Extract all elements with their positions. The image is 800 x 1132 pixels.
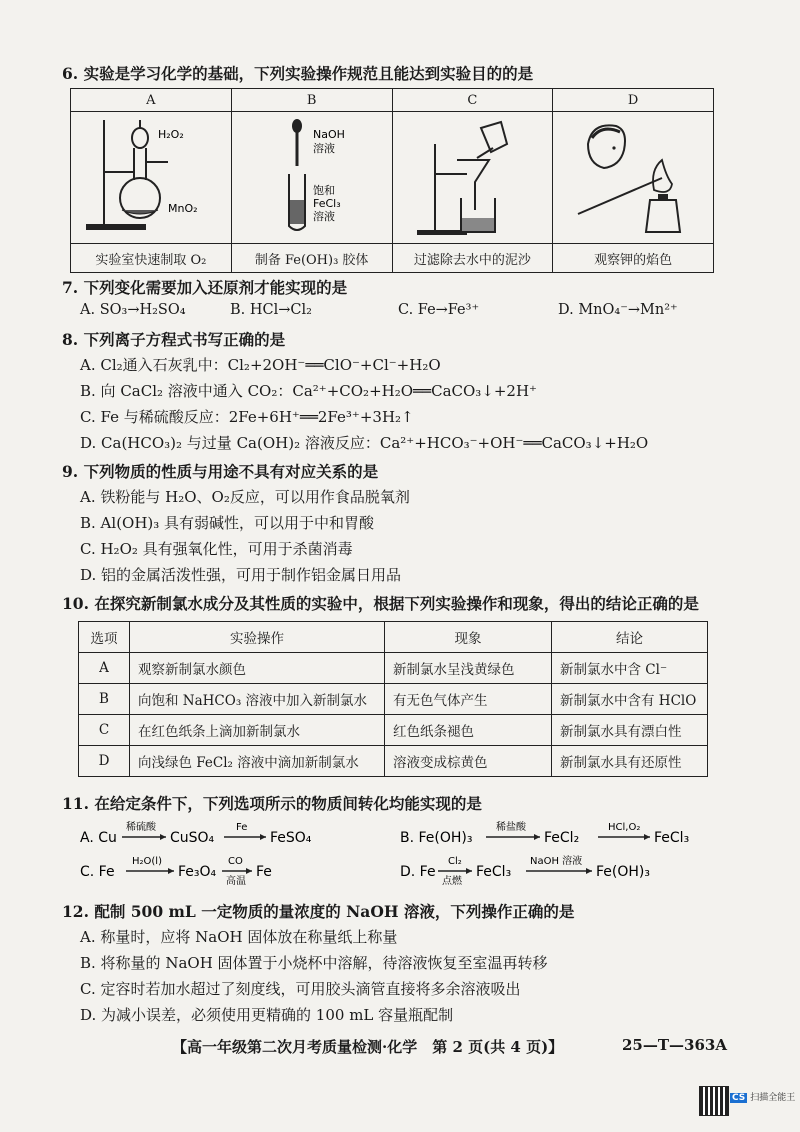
q11-b-right: FeCl₃ — [654, 830, 690, 846]
cell-conclusion: 新制氯水中含有 HClO — [552, 684, 708, 715]
q12-option-a: A. 称量时，应将 NaOH 固体放在称量纸上称量 — [80, 928, 398, 946]
q8-option-b: B. 向 CaCl₂ 溶液中通入 CO₂：Ca²⁺+CO₂+H₂O══CaCO₃↓+2H⁺ — [80, 382, 537, 400]
question-7-stem: 7. 下列变化需要加入还原剂才能实现的是 — [62, 278, 348, 297]
q11-b-cond1: 稀盐酸 — [496, 822, 526, 833]
cell-operation: 向浅绿色 FeCl₂ 溶液中滴加新制氯水 — [130, 746, 385, 777]
q9-option-c: C. H₂O₂ 具有强氧化性，可用于杀菌消毒 — [80, 540, 353, 558]
cell-conclusion: 新制氯水具有漂白性 — [552, 715, 708, 746]
q6-figure-d-cell — [553, 112, 714, 244]
q11-c-cond2: CO — [228, 856, 243, 867]
q8-option-a: A. Cl₂通入石灰乳中：Cl₂+2OH⁻══ClO⁻+Cl⁻+H₂O — [80, 356, 441, 374]
q11-a-mid: CuSO₄ — [170, 830, 215, 846]
q11-a-left: A. Cu — [80, 830, 117, 846]
q6-figure-b-cell — [231, 112, 392, 244]
scanner-name: 扫描全能王 — [750, 1093, 796, 1103]
qr-code-icon — [699, 1086, 729, 1116]
q7-option-a: A. SO₃→H₂SO₄ — [80, 302, 186, 318]
q11-c-cond1: H₂O(l) — [132, 856, 162, 867]
solution-label: 溶液 — [312, 141, 335, 155]
cell-option: C — [79, 715, 130, 746]
q11-d-cond2: NaOH 溶液 — [530, 856, 583, 867]
q8-option-c: C. Fe 与稀硫酸反应：2Fe+6H⁺══2Fe³⁺+3H₂↑ — [80, 408, 414, 426]
q6-caption-d: 观察钾的焰色 — [553, 244, 714, 273]
question-9-stem: 9. 下列物质的性质与用途不具有对应关系的是 — [62, 462, 379, 481]
q7-option-c: C. Fe→Fe³⁺ — [398, 302, 480, 318]
q11-d-right: Fe(OH)₃ — [596, 864, 650, 880]
question-11-stem: 11. 在给定条件下，下列选项所示的物质间转化均能实现的是 — [62, 794, 482, 813]
q6-header-c: C — [392, 89, 553, 112]
question-10-stem: 10. 在探究新制氯水成分及其性质的实验中，根据下列实验操作和现象，得出的结论正确的是 — [62, 594, 699, 613]
q6-header-a: A — [71, 89, 232, 112]
q12-option-b: B. 将称量的 NaOH 固体置于小烧杯中溶解，待溶液恢复至室温再转移 — [80, 954, 548, 972]
oxygen-apparatus-figure — [76, 114, 226, 238]
cell-conclusion: 新制氯水中含 Cl⁻ — [552, 653, 708, 684]
cell-phenomenon: 新制氯水呈浅黄绿色 — [385, 653, 552, 684]
table-row — [79, 653, 708, 684]
q6-caption-c: 过滤除去水中的泥沙 — [392, 244, 553, 273]
q9-option-a: A. 铁粉能与 H₂O、O₂反应，可以用作食品脱氧剂 — [80, 488, 410, 506]
cell-operation: 在红色纸条上滴加新制氯水 — [130, 715, 385, 746]
flame-test-figure — [558, 114, 708, 238]
q11-b-mid: FeCl₂ — [544, 830, 580, 846]
q6-figure-c-cell — [392, 112, 553, 244]
table-row — [79, 684, 708, 715]
cell-conclusion: 新制氯水具有还原性 — [552, 746, 708, 777]
q11-d-cond1b: 点燃 — [442, 876, 462, 887]
q6-options-table — [70, 88, 714, 273]
cell-phenomenon: 溶液变成棕黄色 — [385, 746, 552, 777]
q6-caption-a: 实验室快速制取 O₂ — [71, 244, 232, 273]
q11-d-mid: FeCl₃ — [476, 864, 512, 880]
q11-b-cond2: HCl,O₂ — [608, 822, 641, 833]
scanner-watermark — [730, 1090, 795, 1103]
q6-caption-b: 制备 Fe(OH)₃ 胶体 — [231, 244, 392, 273]
q11-c-right: Fe — [256, 864, 272, 880]
q10-header-conclusion: 结论 — [552, 622, 708, 653]
q10-header-option: 选项 — [79, 622, 130, 653]
page-footer-title: 【高一年级第二次月考质量检测·化学 第 2 页(共 4 页)】 — [172, 1038, 564, 1056]
q11-b-left: B. Fe(OH)₃ — [400, 830, 473, 846]
solution-label-2: 溶液 — [312, 209, 335, 223]
q11-d-left: D. Fe — [400, 864, 436, 880]
mno2-label: MnO₂ — [167, 201, 198, 215]
q7-option-b: B. HCl→Cl₂ — [230, 302, 312, 318]
cell-operation: 观察新制氯水颜色 — [130, 653, 385, 684]
filtration-figure — [397, 114, 547, 238]
table-row — [79, 715, 708, 746]
naoh-label: NaOH — [312, 127, 345, 141]
q10-header-phenomenon: 现象 — [385, 622, 552, 653]
q11-d-cond1: Cl₂ — [448, 856, 462, 867]
q6-header-d: D — [553, 89, 714, 112]
colloid-preparation-figure — [237, 114, 387, 238]
fecl3-label: FeCl₃ — [312, 196, 341, 210]
question-8-stem: 8. 下列离子方程式书写正确的是 — [62, 330, 286, 349]
q6-figure-a-cell — [71, 112, 232, 244]
q8-option-d: D. Ca(HCO₃)₂ 与过量 Ca(OH)₂ 溶液反应：Ca²⁺+HCO₃⁻+OH⁻══CaCO₃↓+H₂O — [80, 434, 649, 452]
q12-option-c: C. 定容时若加水超过了刻度线，可用胶头滴管直接将多余溶液吸出 — [80, 980, 521, 998]
q12-option-d: D. 为减小误差，必须使用更精确的 100 mL 容量瓶配制 — [80, 1006, 454, 1024]
q11-c-cond2b: 高温 — [226, 876, 246, 887]
q9-option-b: B. Al(OH)₃ 具有弱碱性，可以用于中和胃酸 — [80, 514, 375, 532]
q10-experiment-table — [78, 621, 708, 777]
question-12-stem: 12. 配制 500 mL 一定物质的量浓度的 NaOH 溶液，下列操作正确的是 — [62, 902, 575, 921]
cell-option: B — [79, 684, 130, 715]
question-6-stem: 6. 实验是学习化学的基础，下列实验操作规范且能达到实验目的的是 — [62, 64, 534, 83]
q11-a-cond1: 稀硫酸 — [126, 822, 156, 833]
cell-phenomenon: 红色纸条褪色 — [385, 715, 552, 746]
q10-header-operation: 实验操作 — [130, 622, 385, 653]
saturated-label: 饱和 — [312, 183, 335, 197]
cell-operation: 向饱和 NaHCO₃ 溶液中加入新制氯水 — [130, 684, 385, 715]
q9-option-d: D. 铝的金属活泼性强，可用于制作铝金属日用品 — [80, 566, 402, 584]
cell-option: A — [79, 653, 130, 684]
q7-option-d: D. MnO₄⁻→Mn²⁺ — [558, 302, 678, 318]
q11-conversion-options — [76, 816, 776, 888]
h2o2-label: H₂O₂ — [157, 127, 184, 141]
table-row — [79, 746, 708, 777]
paper-code: 25—T—363A — [622, 1036, 727, 1054]
cs-logo-icon: CS — [732, 1093, 746, 1103]
cell-option: D — [79, 746, 130, 777]
q11-c-mid: Fe₃O₄ — [178, 864, 217, 880]
q11-c-left: C. Fe — [80, 864, 115, 880]
q11-a-right: FeSO₄ — [270, 830, 312, 846]
q11-a-cond2: Fe — [236, 822, 248, 833]
q6-header-b: B — [231, 89, 392, 112]
cell-phenomenon: 有无色气体产生 — [385, 684, 552, 715]
